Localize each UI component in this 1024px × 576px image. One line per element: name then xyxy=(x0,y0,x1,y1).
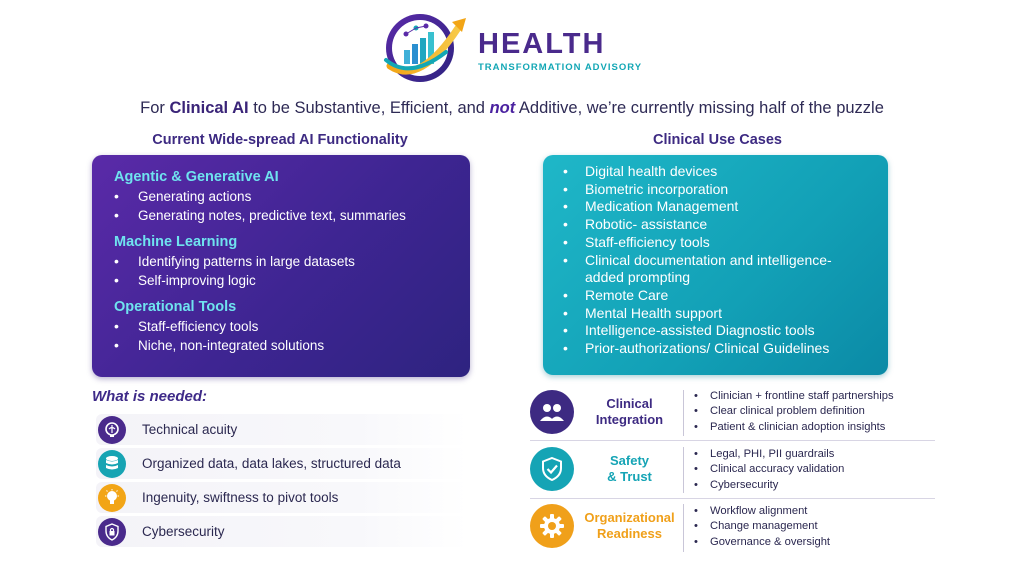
list-item: • Staff-efficiency tools xyxy=(563,233,710,250)
headline xyxy=(0,99,1024,118)
need-label: Technical acuity xyxy=(142,422,238,437)
list-item: • Niche, non-integrated solutions xyxy=(114,337,325,353)
pillar-items: • Legal, PHI, PII guardrails • Clinical accuracy validation • Cybersecurity xyxy=(694,448,845,491)
need-row-ingenuity xyxy=(96,482,468,513)
list-item: • Biometric incorporation xyxy=(563,180,729,197)
brand-subtitle: TRANSFORMATION ADVISORY xyxy=(478,62,643,73)
clinical-use-cases-card xyxy=(543,155,888,375)
list-item: • Medication Management xyxy=(563,198,739,215)
pillar-name: Safety & Trust xyxy=(607,453,652,484)
list-item: • Staff-efficiency tools xyxy=(114,318,259,334)
list-item: • Clinical documentation and intelligence- xyxy=(563,251,832,268)
list-item: • Intelligence-assisted Diagnostic tools xyxy=(563,322,815,339)
left-column-title: Current Wide-spread AI Functionality xyxy=(152,132,408,148)
pillar-items: • Workflow alignment • Change management • Governance & oversight xyxy=(694,505,831,548)
need-row-technical xyxy=(96,414,468,445)
section-heading-agentic: Agentic & Generative AI xyxy=(114,169,279,185)
headline-part1: For xyxy=(140,99,170,117)
ai-functionality-card xyxy=(92,155,470,377)
list-item: • Prior-authorizations/ Clinical Guidelines xyxy=(563,340,830,357)
list-item: • Remote Care xyxy=(563,286,669,303)
pillar-safety-trust xyxy=(530,445,935,495)
shield-check-icon xyxy=(530,447,574,491)
people-icon xyxy=(530,390,574,434)
section-heading-operational: Operational Tools xyxy=(114,299,237,315)
pillar-items: • Clinician + frontline staff partnerships • Clear clinical problem definition • Patient & clinician adoption insights xyxy=(694,390,894,433)
lightbulb-icon xyxy=(98,484,126,512)
list-item: • Robotic- assistance xyxy=(563,216,708,233)
headline-part3: Additive, we’re currently missing half of the puzzle xyxy=(515,99,884,117)
headline-part2: to be Substantive, Efficient, and xyxy=(248,99,490,117)
need-row-cybersecurity xyxy=(96,516,468,547)
list-item-continuation: added prompting xyxy=(585,269,691,286)
list-item: • Digital health devices xyxy=(563,163,718,179)
list-item: • Self-improving logic xyxy=(114,272,256,288)
headline-bold: Clinical AI xyxy=(169,99,249,117)
brand-name: HEALTH xyxy=(478,28,606,60)
headline-emphasis: not xyxy=(489,99,516,117)
list-item: • Mental Health support xyxy=(563,304,722,321)
need-label: Ingenuity, swiftness to pivot tools xyxy=(142,490,339,505)
right-column-title: Clinical Use Cases xyxy=(653,132,782,148)
database-icon xyxy=(98,450,126,478)
need-label: Cybersecurity xyxy=(142,524,225,539)
gear-icon xyxy=(530,504,574,548)
what-is-needed-title: What is needed: xyxy=(92,388,208,405)
need-row-data xyxy=(96,448,468,479)
pillar-clinical-integration xyxy=(530,387,935,437)
brain-icon xyxy=(98,416,126,444)
pillar-name: Clinical Integration xyxy=(595,396,664,427)
list-item: • Identifying patterns in large datasets xyxy=(114,253,355,269)
pillar-organizational-readiness xyxy=(530,502,935,554)
pillar-name: Organizational Readiness xyxy=(584,510,675,541)
list-item: • Generating notes, predictive text, summaries xyxy=(114,207,406,223)
section-heading-ml: Machine Learning xyxy=(114,234,238,250)
list-item: • Generating actions xyxy=(114,188,252,204)
need-label: Organized data, data lakes, structured data xyxy=(142,456,401,471)
lock-shield-icon xyxy=(98,518,126,546)
health-transformation-logo xyxy=(380,8,470,88)
